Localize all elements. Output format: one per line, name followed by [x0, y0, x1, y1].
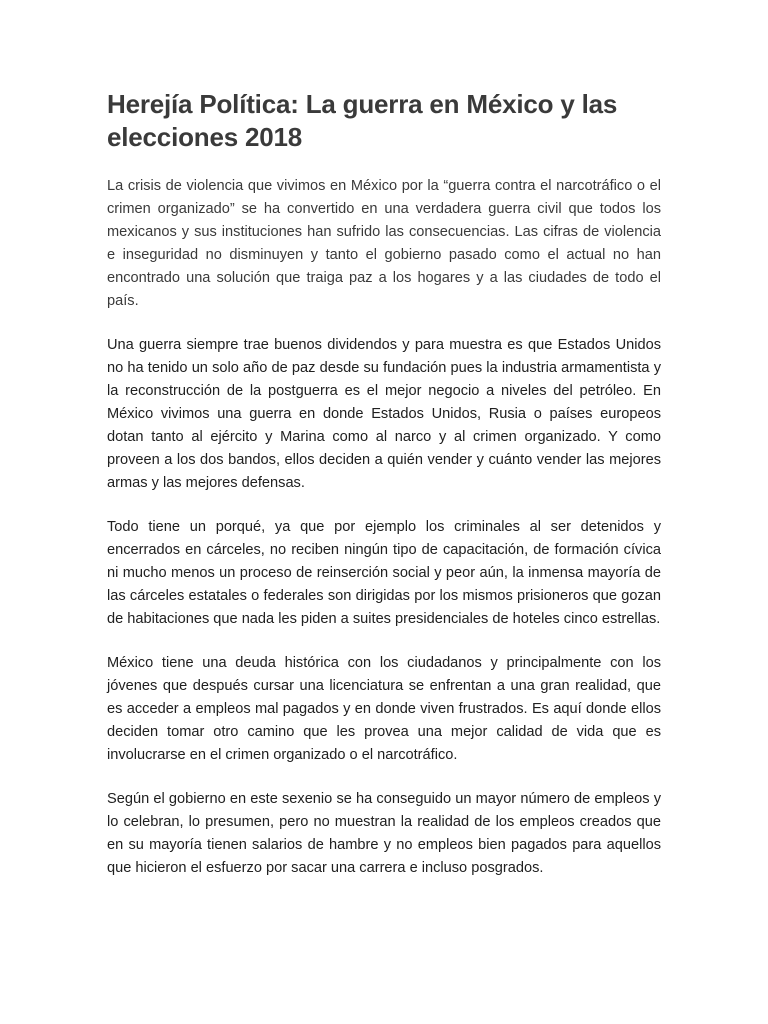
document-title: Herejía Política: La guerra en México y las elecciones 2018: [107, 89, 618, 152]
document-page: [107, 88, 661, 880]
paragraph-4: México tiene una deuda histórica con los ciudadanos y principalmente con los jóvenes que después cursar una licenciatura se enfrentan a una gran realidad, que es acceder a empleos mal pagados y en donde viven frustrados. Es aquí donde ellos deciden tomar otro camino que les provea una mejor calidad de vida que es involucrarse en el crimen organizado o el narcotráfico.: [107, 655, 661, 763]
paragraph-2: Una guerra siempre trae buenos dividendos y para muestra es que Estados Unidos no ha tenido un solo año de paz desde su fundación pues la industria armamentista y la reconstrucción de la postguerra es el mejor negocio a niveles del petróleo. En México vivimos una guerra en donde Estados Unidos, Rusia o países europeos dotan tanto al ejército y Marina como al narco y al crimen organizado. Y como proveen a los dos bandos, ellos deciden a quién vender y cuánto vender las mejores armas y las mejores defensas.: [107, 337, 661, 491]
paragraph-3: Todo tiene un porqué, ya que por ejemplo los criminales al ser detenidos y encerrados en cárceles, no reciben ningún tipo de capacitación, de formación cívica ni mucho menos un proceso de reinserción social y peor aún, la inmensa mayoría de las cárceles estatales o federales son dirigidas por los mismos prisioneros que gozan de habitaciones que nada les piden a suites presidenciales de hoteles cinco estrellas.: [107, 519, 661, 627]
paragraph-1: La crisis de violencia que vivimos en México por la “guerra contra el narcotráfico o el crimen organizado” se ha convertido en una verdadera guerra civil que todos los mexicanos y sus instituciones han sufrido las consecuencias. Las cifras de violencia e inseguridad no disminuyen y tanto el gobierno pasado como el actual no han encontrado una solución que traiga paz a los hogares y a las ciudades de todo el país.: [107, 178, 661, 309]
paragraph-5: Según el gobierno en este sexenio se ha conseguido un mayor número de empleos y lo celebran, lo presumen, pero no muestran la realidad de los empleos creados que en su mayoría tienen salarios de hambre y no empleos bien pagados para aquellos que hicieron el esfuerzo por sacar una carrera e incluso posgrados.: [107, 791, 661, 876]
